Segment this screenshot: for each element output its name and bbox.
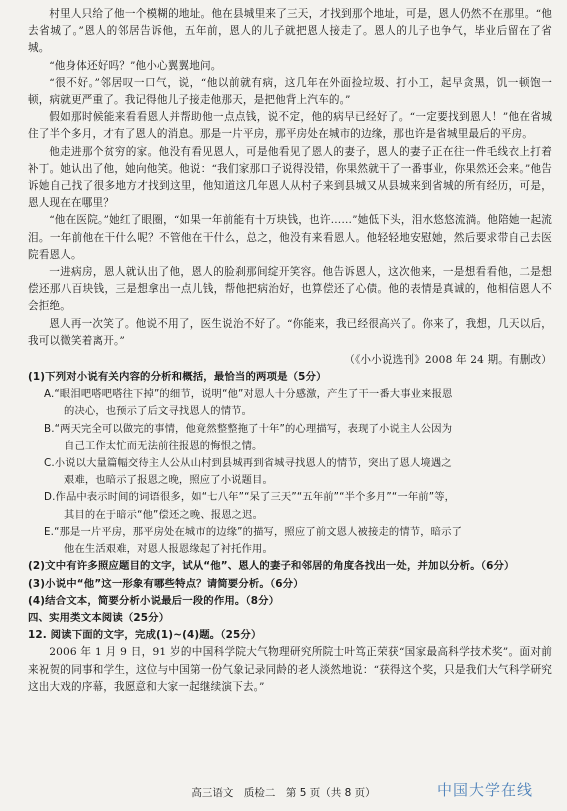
story-paragraph-5: 他走进那个贫穷的家。他没有看见恩人，可是他看见了恩人的妻子，恩人的妻子正在往一件毛线衣上打着补丁。她认出了他，她向他笑。他说：“我们家那口子说得没错，你果然就干了一番事业，你果然还会来。”他告诉她自己找了很多地方才找到这里，他知道这几年恩人从村子来到县城又从县城来到省城的所有经历，可是，恩人现在在哪里？ (28, 145, 552, 210)
option-b-cont: 自己工作太忙而无法前往报恩的悔恨之情。 (64, 439, 263, 452)
section-4-heading: 四、实用类文本阅读（25分） (28, 611, 170, 624)
option-e: E.“那是一片平房，那平房处在城市的边缘”的描写，照应了前文恩人被接走的情节，暗示了 (44, 525, 463, 538)
story-paragraph-7: 一进病房，恩人就认出了他，恩人的脸刹那间绽开笑容。他告诉恩人，这次他来，一是想看看他，二是想偿还那八百块钱，三是想拿出一点儿钱，帮他把病治好，也算偿还了心债。他的表情是真诚的，他相信恩人不会拒绝。 (28, 266, 552, 313)
story-source: （《小小说选刊》2008 年 24 期。有删改） (344, 354, 552, 367)
story-paragraph-3: “很不好。”邻居叹一口气，说，“他以前就有病，这几年在外面捡垃圾、打小工，起早贪黑，饥一顿饱一顿，病就更严重了。我记得他儿子接走他那天，是把他背上汽车的。” (28, 76, 552, 107)
option-b: B.“两天完全可以做完的事情，他竟然整整拖了十年”的心理描写，表现了小说主人公因为 (44, 422, 453, 435)
story-paragraph-1: 村里人只给了他一个模糊的地址。他在县城里来了三天，才找到那个地址，可是，恩人仍然不在那里。“他去省城了。”恩人的邻居告诉他，五年前，恩人的儿子就把恩人接走了。恩人的儿子也争气，毕业后留在了省城。 (28, 8, 552, 55)
story-paragraph-4: 假如那时候能来看看恩人并帮助他一点点钱，说不定，他的病早已经好了。“一定要找到恩人！”他在省城住了半个多月，才有了恩人的消息。那是一片平房，那平房处在城市的边缘，那也许是省城里最后的平房。 (28, 111, 552, 141)
question-4: (4)结合文本，简要分析小说最后一段的作用。（8分） (28, 594, 280, 607)
option-a-cont: 的决心，也预示了后文寻找恩人的情节。 (64, 405, 253, 418)
option-d-cont: 其目的在于暗示“他”偿还之晚、报恩之迟。 (64, 508, 264, 521)
question-3: (3)小说中“他”这一形象有哪些特点？请简要分析。（6分） (28, 577, 304, 590)
option-d: D.作品中表示时间的词语很多，如“七八年”“呆了三天”“五年前”“半个多月”“一年前”等， (44, 491, 456, 504)
watermark: 中国大学在线 (436, 781, 533, 799)
article-paragraph-1: 2006 年 1 月 9 日，91 岁的中国科学院大气物理研究所院士叶笃正荣获“国家最高科学技术奖”。面对前来祝贺的同事和学生，这位与中国第一份气象记录同龄的老人淡然地说：“获得这个奖，只是我们大气科学研究这出大戏的序幕，我愿意和大家一起继续演下去。” (28, 646, 552, 693)
story-paragraph-6: “他在医院。”她红了眼圈，“如果一年前能有十万块钱，也许……”她低下头，泪水悠悠流淌。他陪她一起流泪。一年前他在干什么呢？不管他在干什么，总之，他没有来看恩人。他轻轻地安慰她，然后要求带自己去医院看恩人。 (28, 214, 552, 261)
option-c-cont: 艰难，也暗示了报恩之晚，照应了小说题目。 (64, 474, 273, 487)
option-a: A.“眼泪吧嗒吧嗒往下掉”的细节，说明“他”对恩人十分感激，产生了干一番大事业来报恩 (44, 388, 453, 401)
story-paragraph-8: 恩人再一次笑了。他说不用了，医生说治不好了。“你能来，我已经很高兴了。你来了，我想，几天以后，我可以微笑着离开。” (28, 317, 552, 347)
story-paragraph-2: “他身体还好吗？”他小心翼翼地问。 (49, 59, 222, 72)
question-12: 12. 阅读下面的文字，完成(1)~(4)题。（25分） (28, 629, 262, 642)
option-e-cont: 他在生活艰难，对恩人报恩缘起了衬托作用。 (64, 543, 273, 556)
exam-page (28, 6, 552, 696)
question-1: (1)下列对小说有关内容的分析和概括，最恰当的两项是（5分） (28, 371, 327, 384)
page-footer: 高三语文 质检二 第 5 页（共 8 页） (191, 787, 376, 799)
option-c: C.小说以大量篇幅交待主人公从山村到县城再到省城寻找恩人的情节，突出了恩人境遇之 (44, 457, 452, 470)
question-2: (2)文中有许多照应题目的文字，试从“他”、恩人的妻子和邻居的角度各找出一处，并加以分析。（6分） (28, 560, 515, 573)
